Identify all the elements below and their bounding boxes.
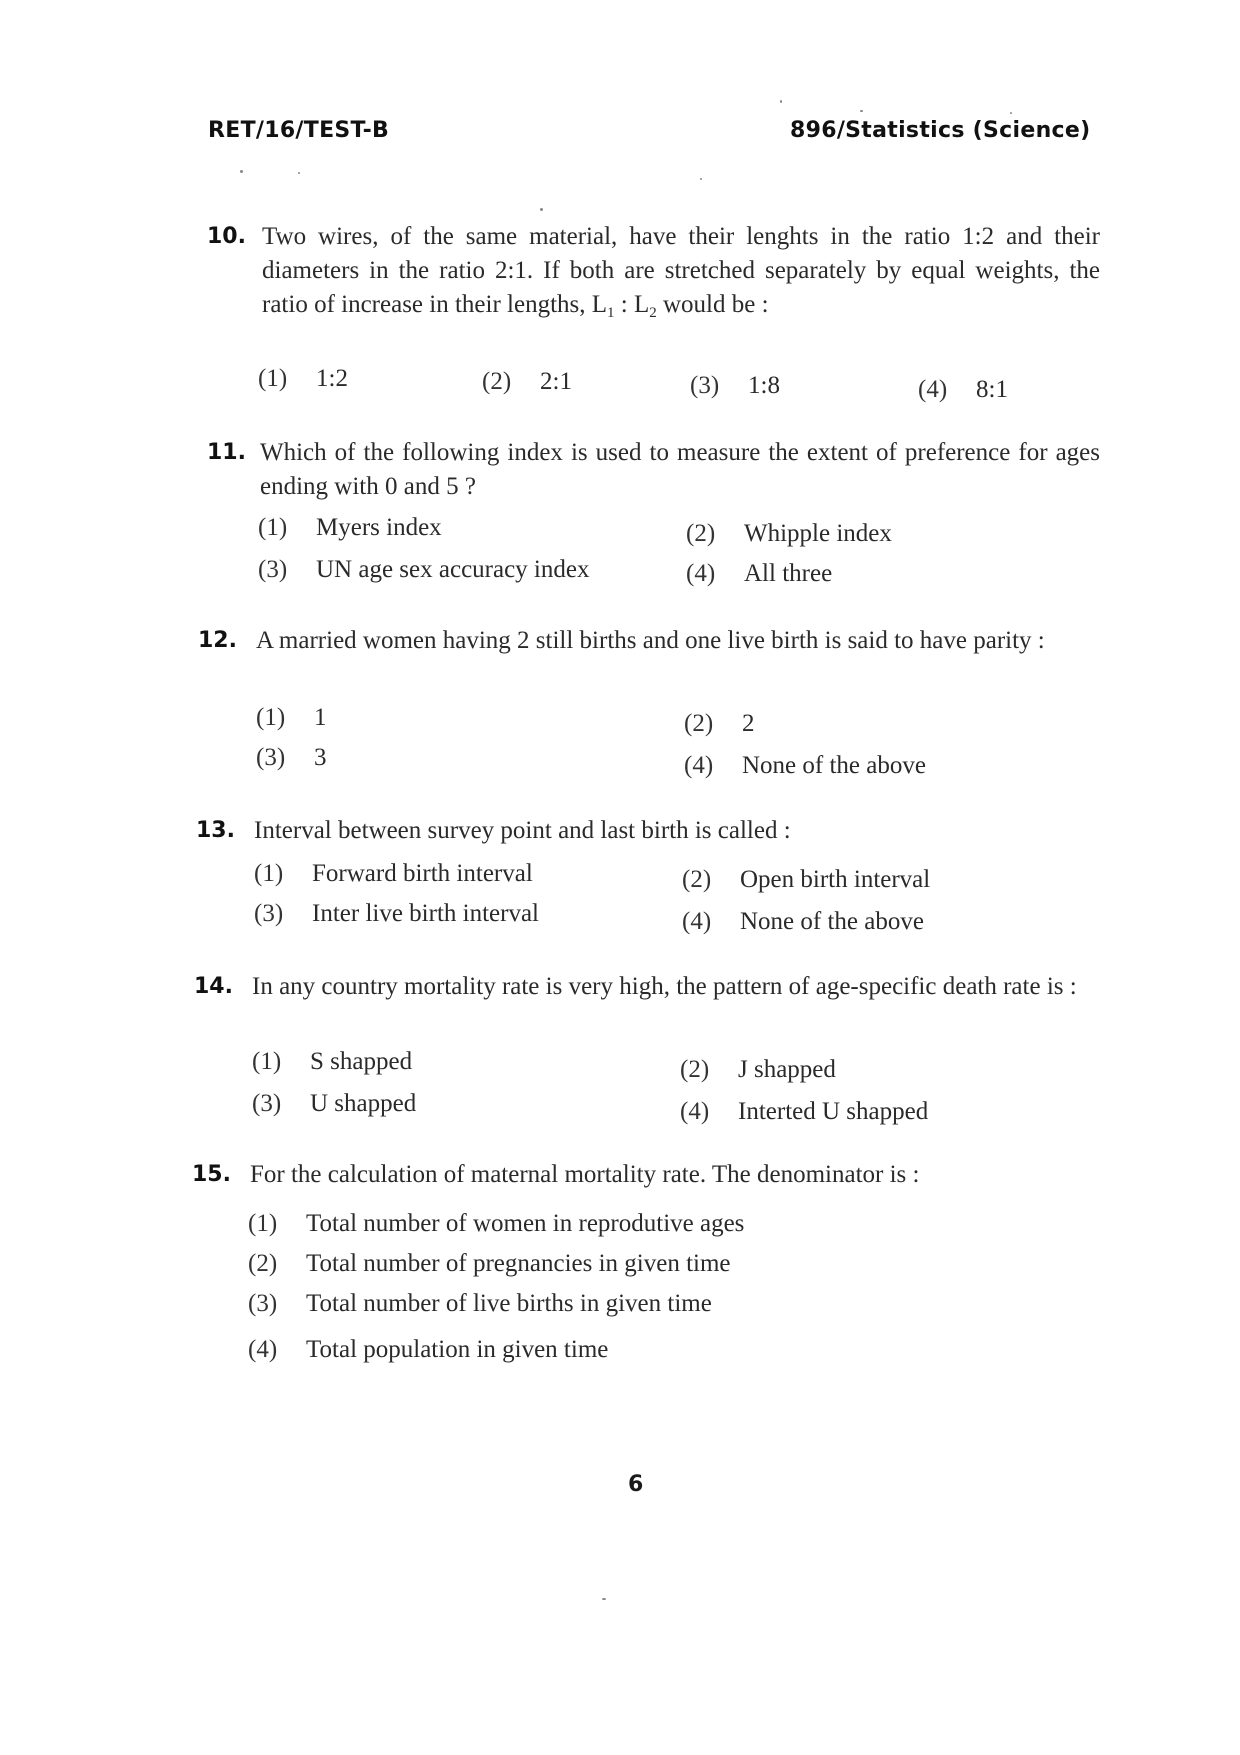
option-2: (2) J shapped [680,1056,836,1083]
option-2: (2) Total number of pregnancies in given time [248,1250,731,1277]
option-4: (4) All three [686,560,833,587]
paper-code: RET/16/TEST-B [208,118,390,143]
question-text: A married women having 2 still births and one live birth is said to have parity : [256,627,1045,654]
option-2: (2) 2 [684,710,755,737]
question-text: Two wires, of the same material, have their lenghts in the ratio 1:2 and their diameters in the ratio 2:1. If both are stretched separately by equal weights, the ratio of increase in their lengths, $L_1$ : $L_2$ would be : [262,223,1100,321]
option-4: (4) Total population in given time [248,1336,609,1363]
option-1: (1) Total number of women in reprodutive ages [248,1210,745,1237]
question-text: Which of the following index is used to measure the extent of preference for ages ending with 0 and 5 ? [260,439,1100,500]
option-1: (1) 1 [256,704,327,731]
question-number: 13. [196,818,235,843]
option-3: (3) UN age sex accuracy index [258,556,590,583]
page-number: 6 [628,1472,644,1497]
option-2: (2) Whipple index [686,520,892,547]
option-3: (3) 3 [256,744,327,771]
scan-speck [298,172,300,174]
option-1: (1) S shapped [252,1048,413,1075]
option-1: (1) Myers index [258,514,442,541]
option-4: (4) Interted U shapped [680,1098,929,1125]
option-4: (4) 8:1 [918,376,1008,403]
question-number: 10. [207,224,246,249]
option-4: (4) None of the above [684,752,926,779]
question-text: Interval between survey point and last birth is called : [254,817,791,844]
scan-speck [540,208,543,211]
question-number: 11. [207,440,246,465]
question-number: 14. [194,974,233,999]
option-1: (1) Forward birth interval [254,860,533,887]
question-number: 12. [198,628,237,653]
question-text: In any country mortality rate is very high, the pattern of age-specific death rate is : [252,973,1077,1000]
option-1: (1) 1:2 [258,365,348,392]
scan-speck [240,170,243,173]
subject-title: 896/Statistics (Science) [790,118,1091,143]
option-2: (2) 2:1 [482,368,572,395]
option-4: (4) None of the above [682,908,924,935]
scan-speck [860,110,863,112]
question-number: 15. [192,1162,231,1187]
scan-speck [1010,112,1012,114]
option-2: (2) Open birth interval [682,866,931,893]
scan-speck [602,1598,606,1600]
option-3: (3) Total number of live births in given time [248,1290,712,1317]
question-text: For the calculation of maternal mortality rate. The denominator is : [250,1161,920,1188]
option-3: (3) 1:8 [690,372,780,399]
option-3: (3) U shapped [252,1090,417,1117]
scan-speck [700,178,702,180]
scan-speck [780,100,782,103]
option-3: (3) Inter live birth interval [254,900,540,927]
